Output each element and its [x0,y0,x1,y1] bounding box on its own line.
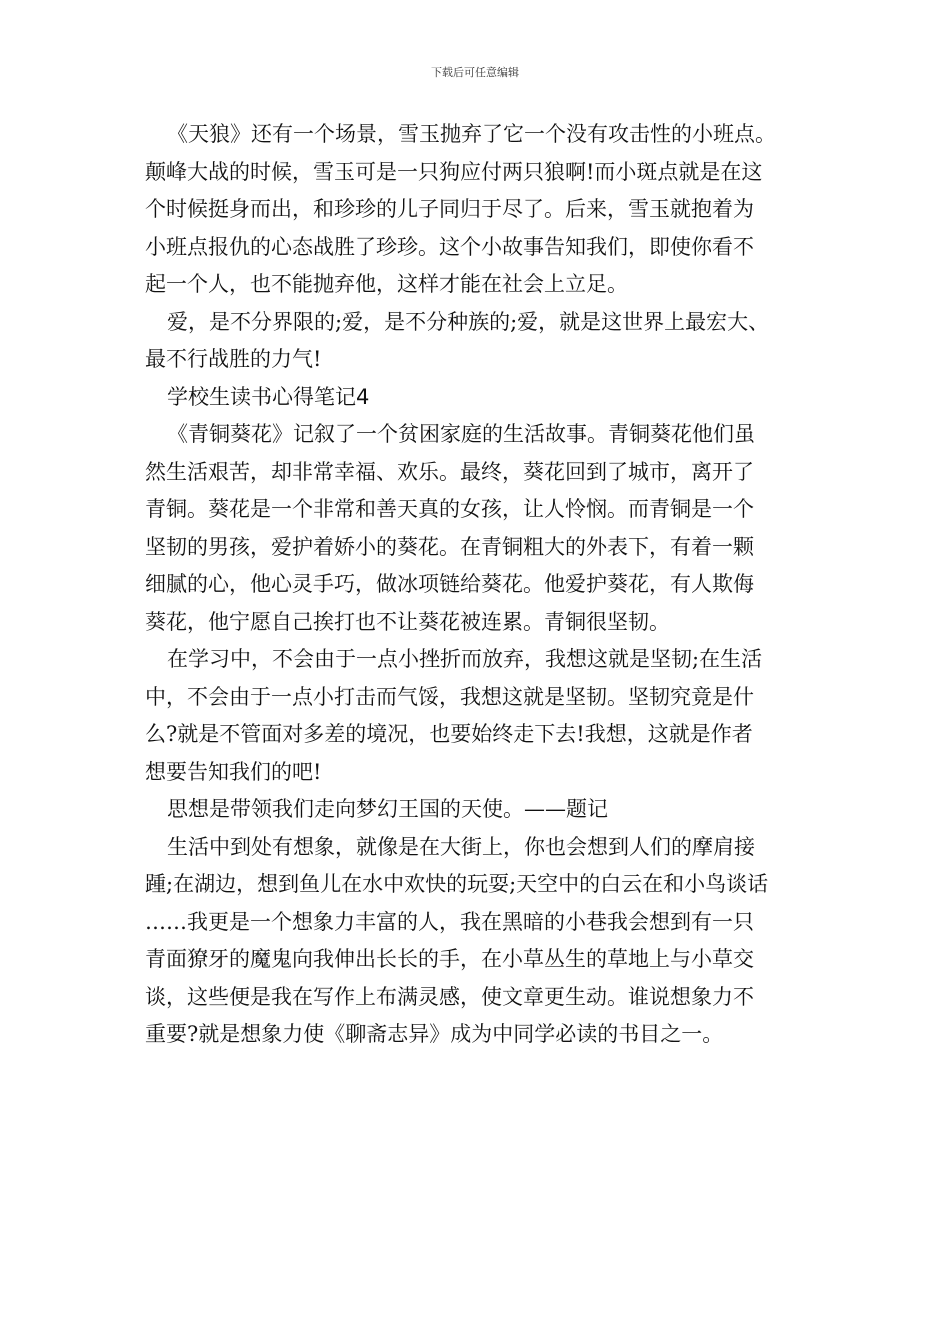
paragraph-line: 踵;在湖边，想到鱼儿在水中欢快的玩耍;天空中的白云在和小鸟谈话 [145,872,769,896]
paragraph-line: 小班点报仇的心态战胜了珍珍。这个小故事告知我们，即使你看不 [145,234,754,259]
paragraph-line: 个时候挺身而出，和珍珍的儿子同归于尽了。后来，雪玉就抱着为 [145,197,754,221]
paragraph-line: 爱，是不分界限的;爱，是不分种族的;爱，就是这世界上最宏大、 [167,309,770,334]
paragraph-line: 坚韧的男孩，爱护着娇小的葵花。在青铜粗大的外表下，有着一颗 [145,534,754,559]
paragraph-line: 在学习中，不会由于一点小挫折而放弃，我想这就是坚韧;在生活 [167,647,763,671]
paragraph-line: 青铜。葵花是一个非常和善天真的女孩，让人怜悯。而青铜是一个 [145,497,754,521]
paragraph-line: 想要告知我们的吧! [145,759,322,784]
paragraph-line: ……我更是一个想象力丰富的人，我在黑暗的小巷我会想到有一只 [145,909,754,934]
paragraph-line: 思想是带领我们走向梦幻王国的天使。——题记 [167,797,608,821]
paragraph-line: 起一个人，也不能抛弃他，这样才能在社会上立足。 [145,272,628,296]
paragraph-line: 生活中到处有想象，就像是在大街上，你也会想到人们的摩肩接 [167,834,755,859]
paragraph-line: 《天狼》还有一个场景，雪玉抛弃了它一个没有攻击性的小班点。 [167,122,776,146]
paragraph-line: 葵花，他宁愿自己挨打也不让葵花被连累。青铜很坚韧。 [145,609,670,634]
paragraph-line: 中，不会由于一点小打击而气馁，我想这就是坚韧。坚韧究竟是什 [145,684,754,709]
paragraph-line: 《青铜葵花》记叙了一个贫困家庭的生活故事。青铜葵花他们虽 [167,422,755,446]
paragraph-line: 谈，这些便是我在写作上布满灵感，使文章更生动。谁说想象力不 [145,984,754,1009]
document-body [145,116,809,1054]
paragraph-line: 重要?就是想象力使《聊斋志异》成为中同学必读的书目之一。 [145,1022,724,1046]
section-heading: 学校生读书心得笔记4 [167,384,370,409]
paragraph-line: 么?就是不管面对多差的境况，也要始终走下去!我想，这就是作者 [145,722,753,746]
paragraph-line: 青面獠牙的魔鬼向我伸出长长的手，在小草丛生的草地上与小草交 [145,947,754,971]
paragraph-line: 然生活艰苦，却非常幸福、欢乐。最终，葵花回到了城市，离开了 [145,459,754,484]
paragraph-line: 最不行战胜的力气! [145,347,322,371]
paragraph-line: 颠峰大战的时候，雪玉可是一只狗应付两只狼啊!而小斑点就是在这 [145,159,763,184]
paragraph-line: 细腻的心，他心灵手巧，做冰项链给葵花。他爱护葵花，有人欺侮 [145,572,754,596]
page-header: 下载后可任意编辑 [431,66,519,79]
